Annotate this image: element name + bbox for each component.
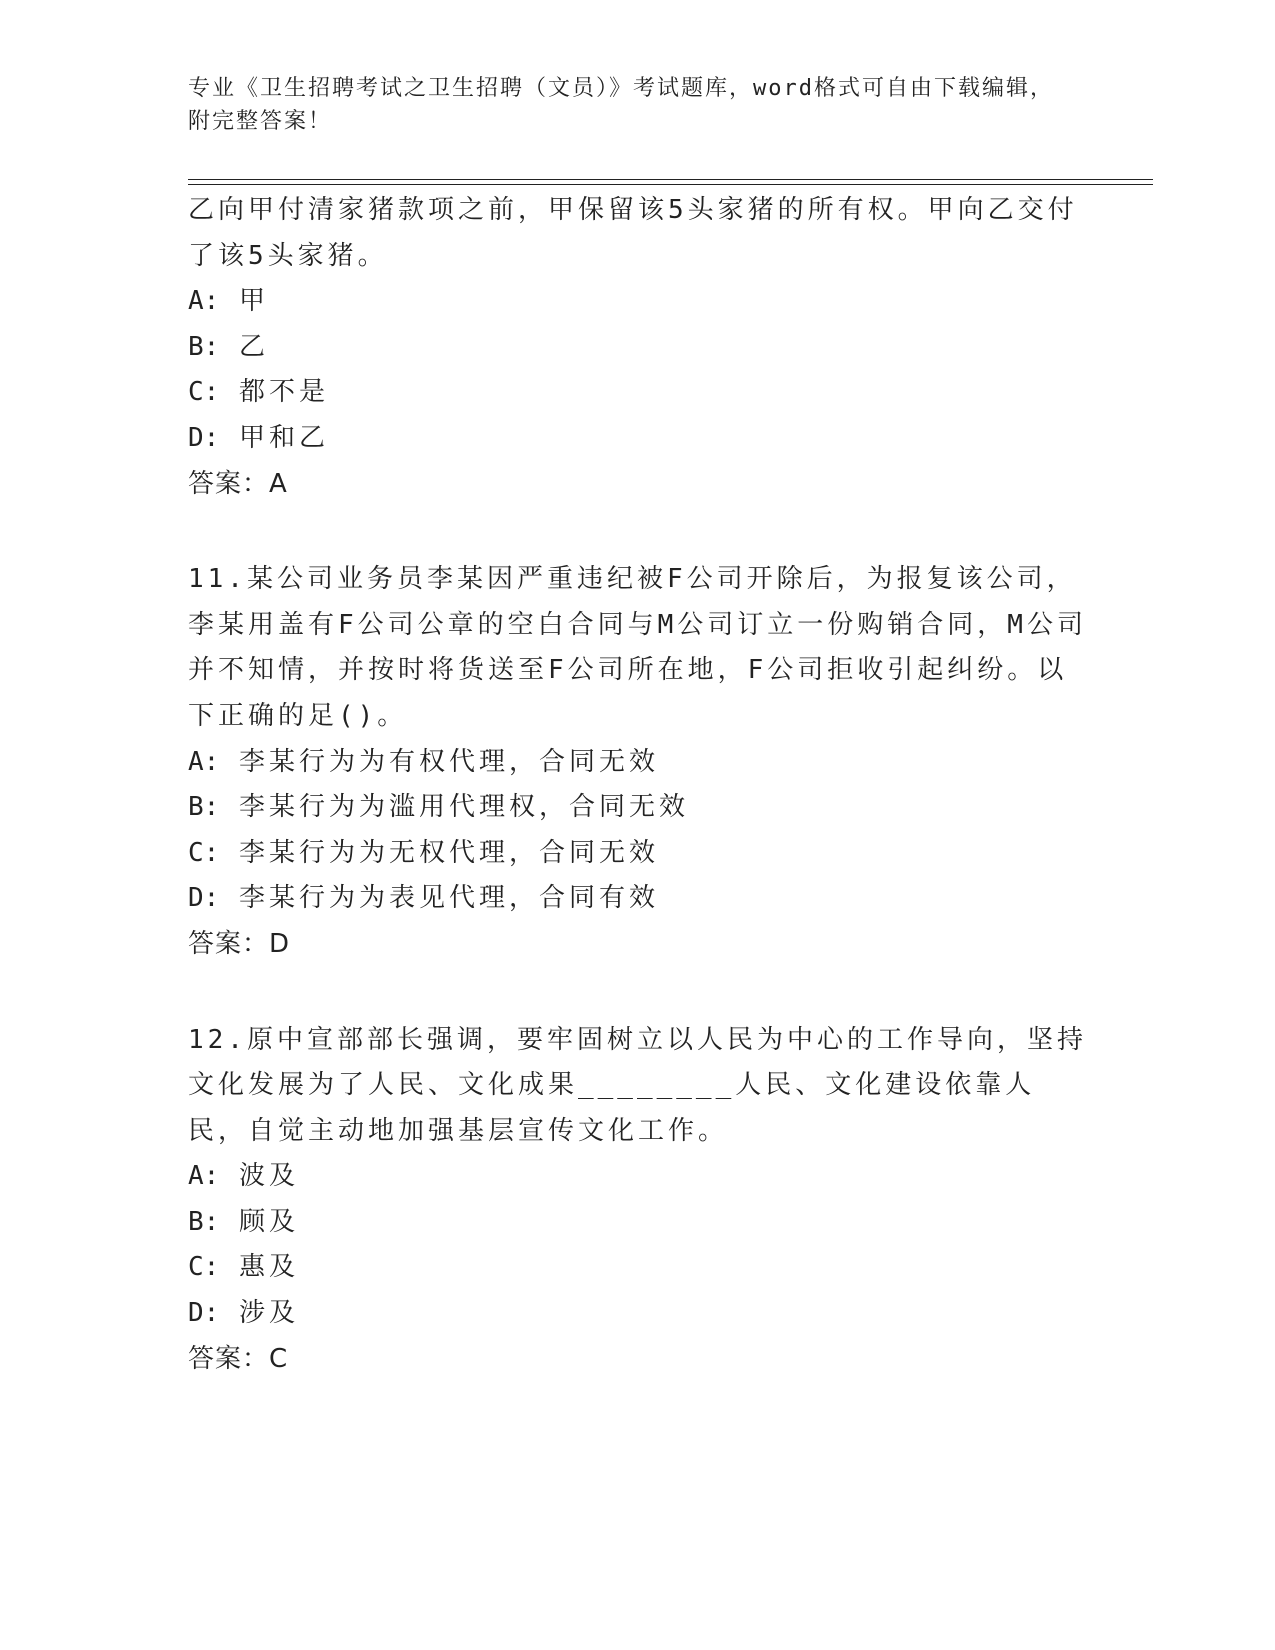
option-text: 甲和乙 [238, 422, 329, 453]
option-c [188, 831, 1088, 877]
answer-line: 答案：D [188, 928, 291, 959]
header-rule-top [188, 179, 1153, 180]
option-d [188, 1291, 1088, 1337]
option-letter: A: [188, 746, 220, 777]
option-letter: D: [188, 1298, 220, 1329]
option-d [188, 876, 1088, 922]
document-header: 专业《卫生招聘考试之卫生招聘（文员）》考试题库，word格式可自由下载编辑，附完整答案！ [188, 76, 1054, 134]
option-text: 李某行为为有权代理，合同无效 [238, 746, 659, 777]
option-text: 乙 [238, 331, 269, 362]
answer-line: 答案：C [188, 1343, 289, 1374]
option-text: 李某行为为表见代理，合同有效 [238, 883, 659, 914]
option-b [188, 785, 1088, 831]
option-letter: C: [188, 1252, 220, 1283]
question-text: 12.原中宣部部长强调，要牢固树立以人民为中心的工作导向，坚持文化发展为了人民、文化成果________人民、文化建设依靠人民，自觉主动地加强基层宣传文化工作。 [188, 1024, 1087, 1146]
question-item [188, 557, 1088, 967]
option-d [188, 416, 1088, 462]
header-rule-bottom [188, 184, 1153, 185]
option-letter: A: [188, 286, 220, 317]
option-letter: B: [188, 1206, 220, 1237]
option-a [188, 1154, 1088, 1200]
option-b [188, 325, 1088, 371]
question-list [188, 188, 1088, 1382]
option-letter: B: [188, 792, 220, 823]
option-text: 惠及 [238, 1252, 299, 1283]
answer-line: 答案：A [188, 468, 288, 499]
question-text: 11.某公司业务员李某因严重违纪被F公司开除后，为报复该公司，李某用盖有F公司公章的空白合同与M公司订立一份购销合同，M公司并不知情，并按时将货送至F公司所在地，F公司拒收引起纠纷。以下正确的足()。 [188, 564, 1087, 731]
option-letter: D: [188, 883, 220, 914]
option-letter: B: [188, 331, 220, 362]
option-text: 涉及 [238, 1298, 299, 1329]
option-text: 李某行为为滥用代理权，合同无效 [238, 792, 689, 823]
option-text: 都不是 [238, 377, 329, 408]
question-item [188, 188, 1088, 507]
option-text: 顾及 [238, 1206, 299, 1237]
option-c [188, 370, 1088, 416]
option-letter: C: [188, 837, 220, 868]
option-letter: A: [188, 1161, 220, 1192]
option-text: 李某行为为无权代理，合同无效 [238, 837, 659, 868]
option-c [188, 1245, 1088, 1291]
question-text: 乙向甲付清家猪款项之前，甲保留该5头家猪的所有权。甲向乙交付了该5头家猪。 [188, 195, 1078, 271]
question-item [188, 1018, 1088, 1383]
option-b [188, 1200, 1088, 1246]
option-text: 甲 [238, 286, 269, 317]
option-text: 波及 [238, 1161, 299, 1192]
option-letter: D: [188, 422, 220, 453]
option-letter: C: [188, 377, 220, 408]
option-a [188, 279, 1088, 325]
option-a [188, 740, 1088, 786]
